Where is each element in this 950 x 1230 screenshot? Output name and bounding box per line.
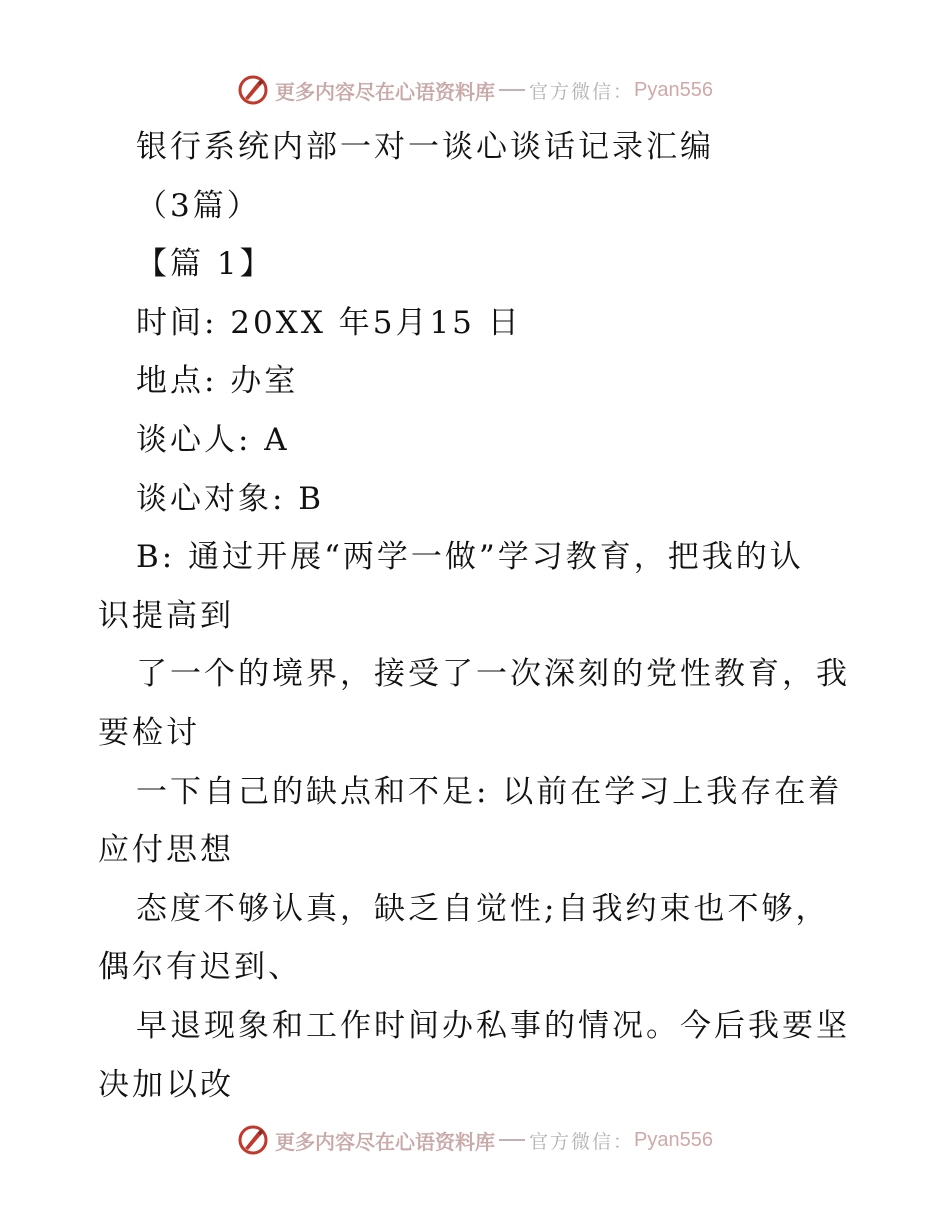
meta-time: 时间: 20XX 年5月15 日: [136, 304, 522, 341]
header-wechat-label: 官方微信：: [529, 80, 635, 103]
paragraph-line: 偶尔有迟到、: [98, 949, 302, 986]
paragraph-line: 早退现象和工作时间办私事的情况。今后我要坚: [136, 1007, 850, 1044]
meta-location: 地点: 办室: [136, 363, 299, 400]
paragraph-line: 识提高到: [98, 597, 234, 634]
header-separator: [499, 89, 525, 91]
document-subtitle: （3篇）: [136, 187, 261, 224]
header-site-text: 更多内容尽在心语资料库: [275, 79, 495, 104]
paragraph-line: 要检讨: [98, 714, 200, 751]
footer-site-text: 更多内容尽在心语资料库: [275, 1129, 495, 1154]
meta-subject: 谈心对象: B: [136, 480, 325, 517]
paragraph-line: 决加以改: [98, 1066, 234, 1103]
footer-separator: [499, 1139, 525, 1141]
header-watermark: [0, 70, 950, 110]
document-title: 银行系统内部一对一谈心谈话记录汇编: [136, 129, 714, 165]
meta-speaker: 谈心人: A: [136, 421, 290, 458]
document-body: [98, 118, 858, 1114]
paragraph-line: 态度不够认真，缺乏自觉性;自我约束也不够，: [136, 890, 830, 927]
paragraph-line: 应付思想: [98, 832, 234, 869]
footer-watermark: [0, 1120, 950, 1160]
paragraph-line: 了一个的境界，接受了一次深刻的党性教育，我: [136, 656, 850, 693]
footer-wechat-label: 官方微信：: [529, 1130, 635, 1153]
pen-logo-icon: [237, 1124, 269, 1156]
pen-logo-icon: [237, 74, 269, 106]
header-wechat-id: Pyan556: [634, 78, 713, 101]
paragraph-line: 一下自己的缺点和不足: 以前在学习上我存在着: [136, 773, 843, 810]
footer-wechat-id: Pyan556: [634, 1128, 713, 1151]
section-heading: 【篇 1】: [136, 246, 274, 283]
paragraph-line: B: 通过开展“两学一做”学习教育，把我的认: [136, 539, 804, 576]
